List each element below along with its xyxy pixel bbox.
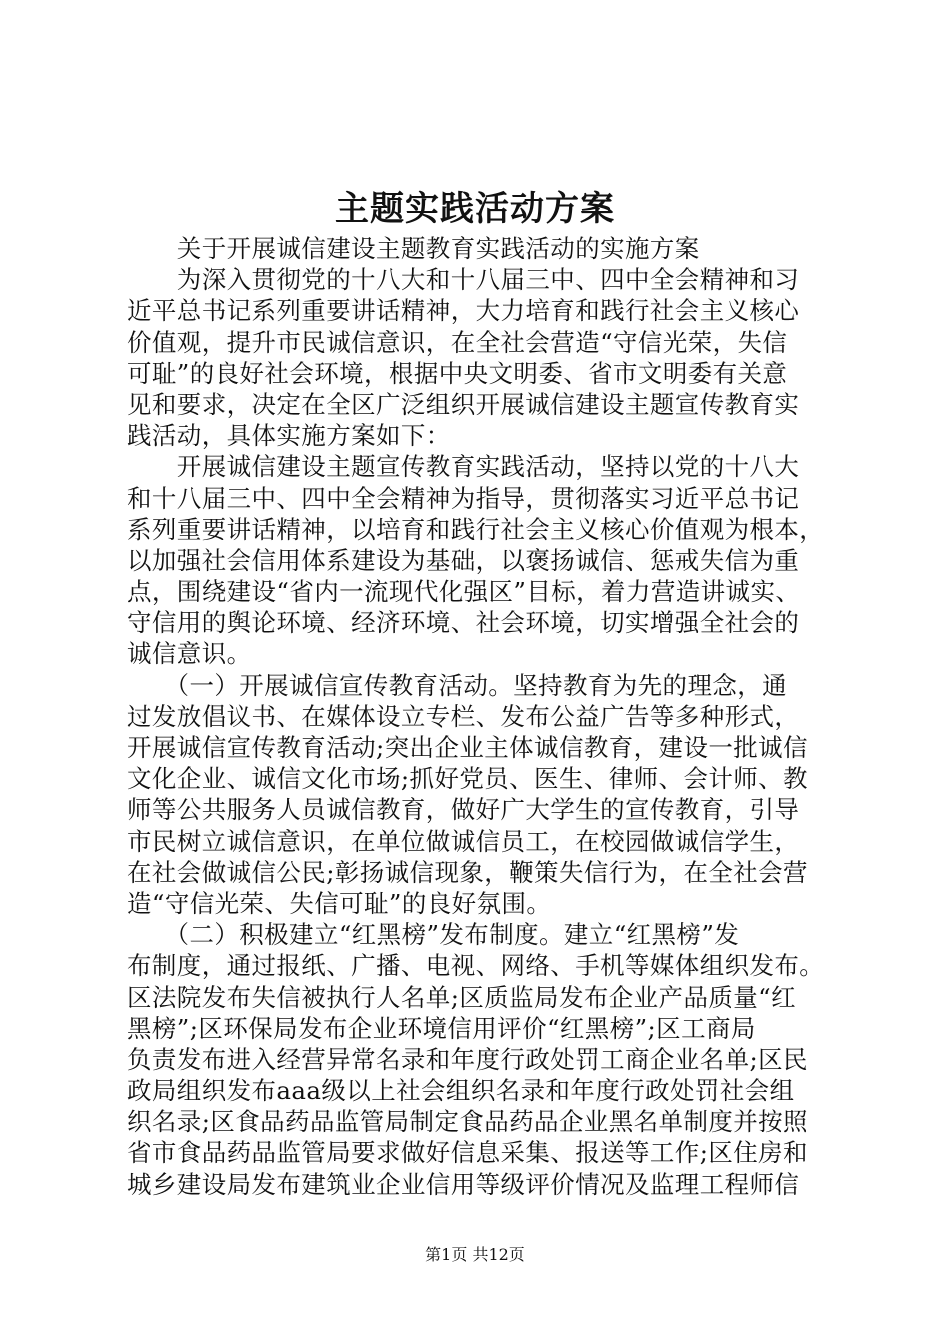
body-line: 为深入贯彻党的十八大和十八届三中、四中全会精神和习 — [127, 265, 800, 295]
body-line: 造“守信光荣、失信可耻”的良好氛围。 — [127, 888, 552, 918]
body-line: 关于开展诚信建设主题教育实践活动的实施方案 — [127, 234, 700, 263]
body-line: 织名录;区食品药品监管局制定食品药品企业黑名单制度并按照 — [127, 1107, 808, 1137]
document-title: 主题实践活动方案 — [335, 189, 615, 229]
body-line: 市民树立诚信意识，在单位做诚信员工，在校园做诚信学生， — [127, 826, 800, 856]
body-line: 黑榜”;区环保局发布企业环境信用评价“红黑榜”;区工商局 — [127, 1013, 756, 1043]
page-footer — [0, 1244, 950, 1266]
page-number-label: 第1页 共12页 — [425, 1245, 525, 1264]
body-line: 负责发布进入经营异常名录和年度行政处罚工商企业名单;区民 — [127, 1044, 808, 1074]
body-line: （二）积极建立“红黑榜”发布制度。建立“红黑榜”发 — [127, 920, 740, 950]
body-line: 政局组织发布aaa级以上社会组织名录和年度行政处罚社会组 — [127, 1076, 795, 1106]
body-line: 系列重要讲话精神，以培育和践行社会主义核心价值观为根本， — [127, 514, 825, 544]
body-line: 以加强社会信用体系建设为基础，以褒扬诚信、惩戒失信为重 — [127, 545, 800, 575]
body-line: 近平总书记系列重要讲话精神，大力培育和践行社会主义核心 — [127, 296, 800, 326]
document-body — [127, 233, 837, 1200]
body-line: 省市食品药品监管局要求做好信息采集、报送等工作;区住房和 — [127, 1138, 808, 1168]
body-line: 守信用的舆论环境、经济环境、社会环境，切实增强全社会的 — [127, 608, 800, 638]
body-line: （一）开展诚信宣传教育活动。坚持教育为先的理念，通 — [127, 670, 788, 700]
body-line: 文化企业、诚信文化市场;抓好党员、医生、律师、会计师、教 — [127, 764, 808, 794]
body-line: 可耻”的良好社会环境，根据中央文明委、省市文明委有关意 — [127, 358, 788, 388]
body-line: 区法院发布失信被执行人名单;区质监局发布企业产品质量“红 — [127, 982, 796, 1012]
body-line: 价值观，提升市民诚信意识，在全社会营造“守信光荣，失信 — [127, 327, 788, 357]
body-line: 和十八届三中、四中全会精神为指导，贯彻落实习近平总书记 — [127, 483, 800, 513]
body-line: 师等公共服务人员诚信教育，做好广大学生的宣传教育，引导 — [127, 795, 800, 825]
body-line: 开展诚信建设主题宣传教育实践活动，坚持以党的十八大 — [127, 452, 800, 482]
body-line: 践活动，具体实施方案如下： — [127, 421, 451, 451]
body-line: 点，围绕建设“省内一流现代化强区”目标，着力营造讲诚实、 — [127, 577, 801, 607]
body-line: 在社会做诚信公民;彰扬诚信现象，鞭策失信行为，在全社会营 — [127, 857, 808, 887]
body-line: 见和要求，决定在全区广泛组织开展诚信建设主题宣传教育实 — [127, 389, 800, 419]
body-line: 过发放倡议书、在媒体设立专栏、发布公益广告等多种形式， — [127, 701, 800, 731]
body-line: 布制度，通过报纸、广播、电视、网络、手机等媒体组织发布。 — [127, 951, 825, 981]
body-line: 开展诚信宣传教育活动;突出企业主体诚信教育，建设一批诚信 — [127, 733, 808, 762]
body-line: 诚信意识。 — [127, 639, 252, 669]
body-line: 城乡建设局发布建筑业企业信用等级评价情况及监理工程师信 — [127, 1169, 800, 1199]
